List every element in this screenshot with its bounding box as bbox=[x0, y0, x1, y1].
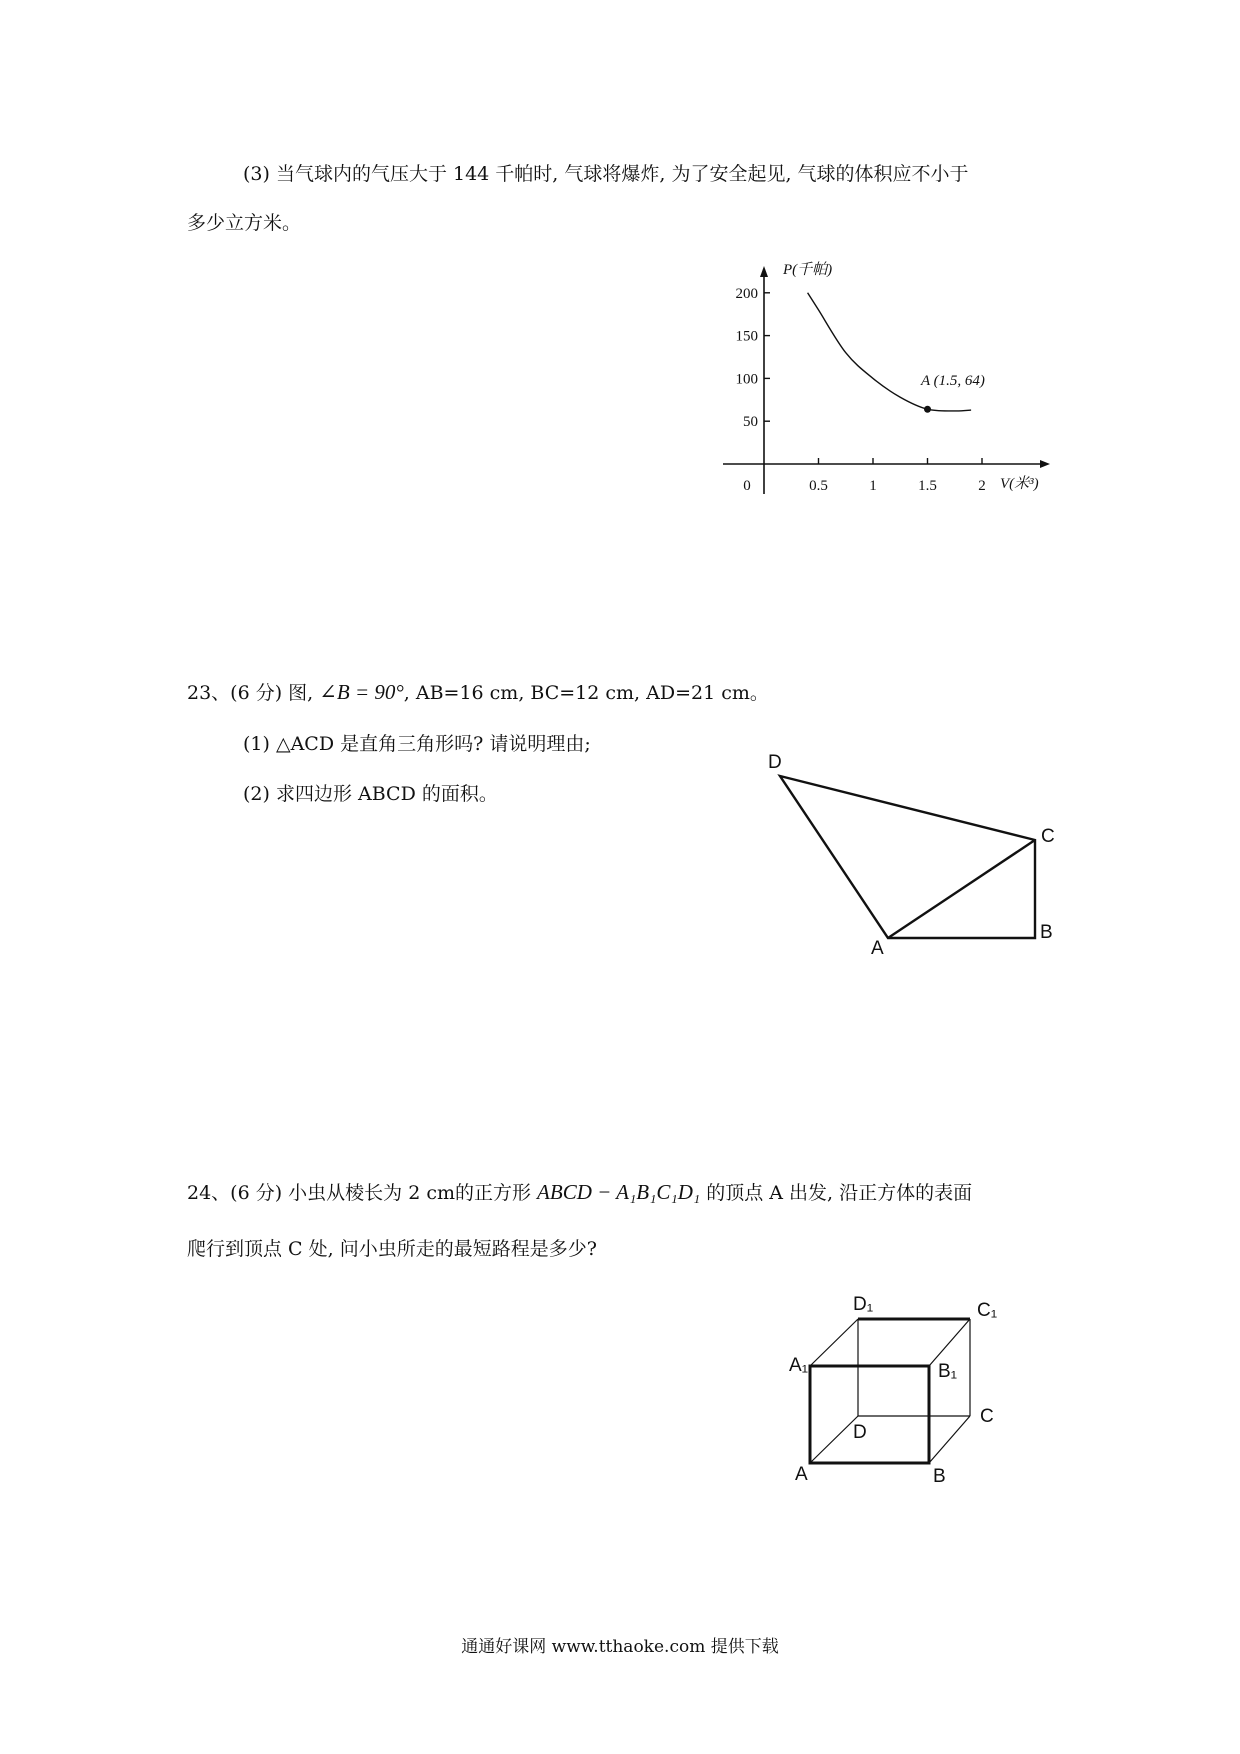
x-axis-label: V(米³) bbox=[1000, 476, 1039, 492]
cube-thick-edges bbox=[810, 1319, 970, 1463]
y-axis-label: P(千帕) bbox=[783, 262, 833, 278]
q23-angle: ∠B = 90° bbox=[319, 680, 404, 704]
q24-line1-a: 24、(6 分) 小虫从棱长为 2 cm的正方形 bbox=[187, 1182, 531, 1204]
y-tick-label-3: 50 bbox=[743, 414, 758, 431]
q24-label-a1: A₁ bbox=[789, 1355, 809, 1376]
q24-label-c: C bbox=[980, 1406, 994, 1427]
q23-given: , AB=16 cm, BC=12 cm, AD=21 cm。 bbox=[403, 682, 769, 704]
y-tick-label-1: 150 bbox=[735, 328, 758, 345]
q22-part3-line2: 多少立方米。 bbox=[187, 212, 302, 234]
x-tick-label-1: 0.5 bbox=[809, 478, 828, 494]
q22-part3-line1: (3) 当气球内的气压大于 144 千帕时, 气球将爆炸, 为了安全起见, 气球的体积应不小于 bbox=[243, 163, 969, 185]
q23-label-d: D bbox=[768, 752, 782, 773]
q24-label-d: D bbox=[853, 1422, 867, 1443]
q23-sub1: (1) △ACD 是直角三角形吗? 请说明理由; bbox=[243, 733, 591, 755]
cube-thin-edges bbox=[810, 1319, 970, 1463]
x-tick-label-0: 0 bbox=[743, 478, 751, 494]
q23-sub2: (2) 求四边形 ABCD 的面积。 bbox=[243, 783, 498, 805]
x-tick-label-2: 1 bbox=[869, 478, 877, 494]
q24-label-b: B bbox=[933, 1466, 946, 1487]
q23-label-c: C bbox=[1041, 826, 1055, 847]
q24-label-c1: C₁ bbox=[977, 1300, 998, 1321]
q24-line1-b: 的顶点 A 出发, 沿正方体的表面 bbox=[706, 1182, 973, 1204]
q24-label-d1: D₁ bbox=[853, 1294, 874, 1315]
q23-label-a: A bbox=[871, 938, 884, 959]
q24-line2: 爬行到顶点 C 处, 问小虫所走的最短路程是多少? bbox=[187, 1238, 597, 1260]
q24-label-b1: B₁ bbox=[938, 1361, 958, 1382]
y-tick-label-0: 200 bbox=[735, 285, 758, 302]
q24-cube-name: ABCD − A₁B₁C₁D₁ bbox=[537, 1180, 701, 1204]
q23-intro-text: 23、(6 分) 图, bbox=[187, 682, 314, 704]
footer-credit: 通通好课网 www.tthaoke.com 提供下载 bbox=[461, 1637, 779, 1657]
x-tick-label-3: 1.5 bbox=[918, 478, 937, 494]
q24-label-a: A bbox=[795, 1464, 808, 1485]
y-tick-label-2: 100 bbox=[735, 371, 758, 388]
point-a-label: A (1.5, 64) bbox=[921, 373, 985, 389]
q23-label-b: B bbox=[1040, 922, 1053, 943]
x-tick-label-4: 2 bbox=[978, 478, 986, 494]
